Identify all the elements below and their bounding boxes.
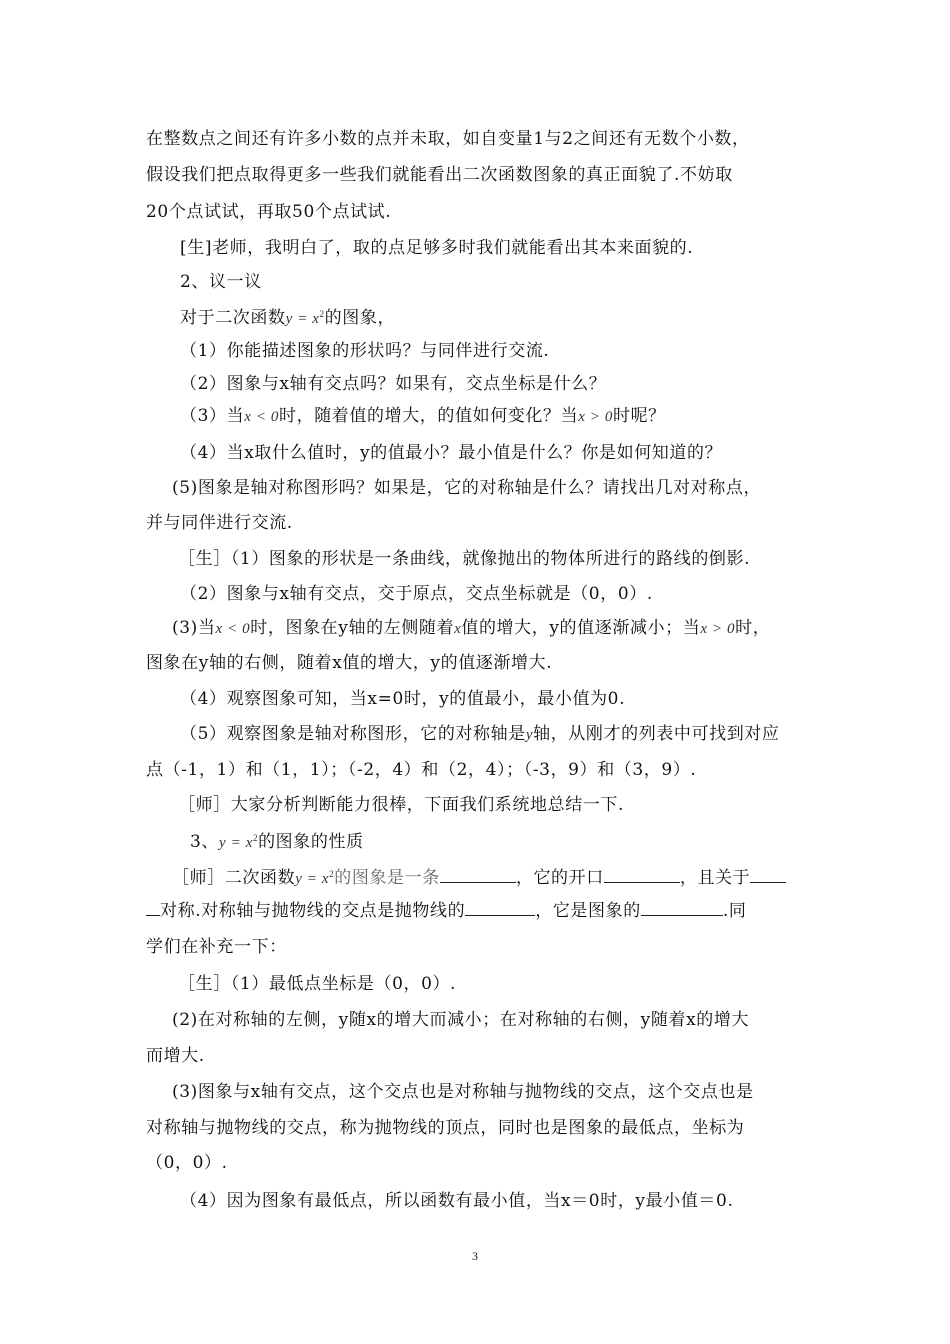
answer-blank[interactable]: [146, 901, 160, 916]
student-answer-3-continued: 对称轴与抛物线的交点，称为抛物线的顶点，同时也是图象的最低点，坐标为: [146, 1118, 745, 1138]
formula: x > 0: [700, 621, 736, 637]
question-4: （4）当x取什么值时，y的值最小？最小值是什么？你是如何知道的？: [180, 443, 723, 463]
answer-4: （4）观察图象可知，当x=0时，y的值最小，最小值为0.: [180, 689, 626, 709]
formula: $y = x^2$: [285, 309, 325, 327]
answer-5-continued: 点（-1，1）和（1，1）；（-2，4）和（2，4）；（-3，9）和（3，9）.: [146, 760, 697, 780]
question-5: (5)图象是轴对称图形吗？如果是，它的对称轴是什么？请找出几对对称点，: [172, 478, 762, 498]
formula: $y = x^2$: [295, 869, 335, 887]
section-heading: 2、议一议: [180, 272, 262, 292]
answer-3-continued: 图象在y轴的右侧，随着x值的增大，y的值逐渐增大.: [146, 653, 553, 673]
student-answer-1: ［生］（1）最低点坐标是（0，0）.: [178, 974, 457, 994]
formula: x < 0: [215, 621, 251, 637]
section-heading: 3、$y = x^2$的图象的性质: [190, 832, 364, 852]
fill-in-question-continued: 对称.对称轴与抛物线的交点是抛物线的 ，它是图象的 .同: [146, 899, 746, 923]
student-answer-2-continued: 而增大.: [146, 1046, 205, 1066]
answer-blank[interactable]: [465, 901, 535, 916]
formula: $y = x^2$: [219, 833, 259, 851]
student-answer-3: (3)图象与x轴有交点，这个交点也是对称轴与抛物线的交点，这个交点也是: [172, 1082, 754, 1102]
formula: y: [525, 727, 534, 743]
fill-in-question: ［师］二次函数$y = x^2$的图象是一条 ，它的开口 ，且关于: [172, 862, 786, 891]
text-line: 20个点试试，再取50个点试试.: [146, 202, 392, 222]
page-number: 3: [472, 1249, 478, 1263]
answer-1: ［生］（1）图象的形状是一条曲线，就像抛出的物体所进行的路线的倒影.: [178, 549, 751, 569]
question-5-continued: 并与同伴进行交流.: [146, 513, 293, 533]
teacher-comment: ［师］大家分析判断能力很棒，下面我们系统地总结一下.: [178, 795, 625, 815]
fill-in-question-continued: 学们在补充一下：: [146, 937, 287, 957]
formula: x < 0: [244, 409, 279, 425]
answer-blank[interactable]: [604, 868, 680, 883]
question-2: （2）图象与x轴有交点吗？如果有，交点坐标是什么？: [180, 374, 607, 394]
student-answer-4: （4）因为图象有最低点，所以函数有最小值，当x＝0时，y最小值＝0.: [180, 1191, 734, 1211]
answer-3: (3)当x < 0时，图象在y轴的左侧随着x值的增大，y的值逐渐减小；当x > 0时，: [172, 618, 771, 638]
student-answer-3-continued: （0，0）.: [146, 1153, 228, 1173]
formula: x > 0: [578, 409, 613, 425]
answer-2: （2）图象与x轴有交点，交于原点，交点坐标就是（0，0）.: [180, 584, 653, 604]
answer-blank[interactable]: [440, 868, 516, 883]
text-line: 假设我们把点取得更多一些我们就能看出二次函数图象的真正面貌了.不妨取: [146, 165, 733, 185]
formula: x: [454, 621, 462, 637]
answer-5: （5）观察图象是轴对称图形，它的对称轴是y轴，从刚才的列表中可找到对应: [180, 724, 780, 744]
answer-blank[interactable]: [750, 868, 786, 883]
text-line: 在整数点之间还有许多小数的点并未取，如自变量1与2之间还有无数个小数，: [146, 129, 750, 149]
question-1: （1）你能描述图象的形状吗？与同伴进行交流.: [180, 341, 550, 361]
student-response: [生]老师，我明白了，取的点足够多时我们就能看出其本来面貌的.: [180, 238, 694, 258]
answer-blank[interactable]: [641, 901, 723, 916]
student-answer-2: (2)在对称轴的左侧，y随x的增大而减小；在对称轴的右侧，y随着x的增大: [172, 1010, 750, 1030]
question-3: （3）当x < 0时，随着值的增大，的值如何变化？当x > 0时呢？: [180, 406, 666, 426]
question-intro: 对于二次函数$y = x^2$的图象，: [180, 308, 396, 328]
